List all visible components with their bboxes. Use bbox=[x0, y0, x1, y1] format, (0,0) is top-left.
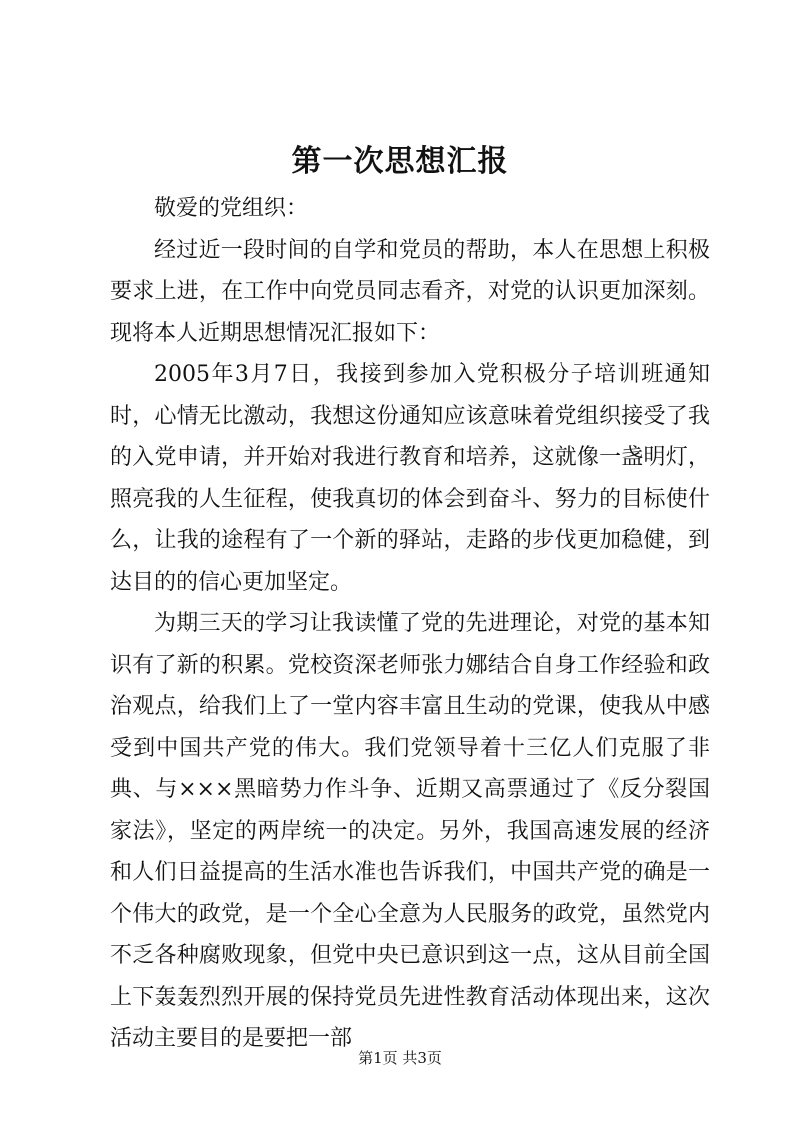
paragraph-training-notice: 2005年3月7日，我接到参加入党积极分子培训班通知时，心情无比激动，我想这份通知应该意味着党组织接受了我的入党申请，并开始对我进行教育和培养，这就像一盏明灯，照亮我的人生征程，使我真切的体会到奋斗、努力的目标使什么，让我的途程有了一个新的驿站，走路的步伐更加稳健，到达目的的信心更加坚定。 bbox=[110, 362, 710, 595]
document-title: 第一次思想汇报 bbox=[291, 144, 509, 179]
page-number-footer: 第1页 共3页 bbox=[358, 1049, 442, 1067]
paragraph-intro: 经过近一段时间的自学和党员的帮助，本人在思想上积极要求上进，在工作中向党员同志看齐，对党的认识更加深刻。现将本人近期思想情况汇报如下： bbox=[110, 237, 710, 346]
paragraph-study-reflection: 为期三天的学习让我读懂了党的先进理论，对党的基本知识有了新的积累。党校资深老师张力娜结合自身工作经验和政治观点，给我们上了一堂内容丰富且生动的党课，使我从中感受到中国共产党的伟大。我们党领导着十三亿人们克服了非典、与×××黑暗势力作斗争、近期又高票通过了《反分裂国家法》，坚定的两岸统一的决定。另外，我国高速发展的经济和人们日益提高的生活水准也告诉我们，中国共产党的确是一个伟大的政党，是一个全心全意为人民服务的政党，虽然党内不乏各种腐败现象，但党中央已意识到这一点，这从目前全国上下轰轰烈烈开展的保持党员先进性教育活动体现出来，这次活动主要目的是要把一部 bbox=[110, 611, 710, 1051]
salutation: 敬爱的党组织： bbox=[154, 196, 309, 221]
document-body bbox=[110, 188, 710, 1060]
